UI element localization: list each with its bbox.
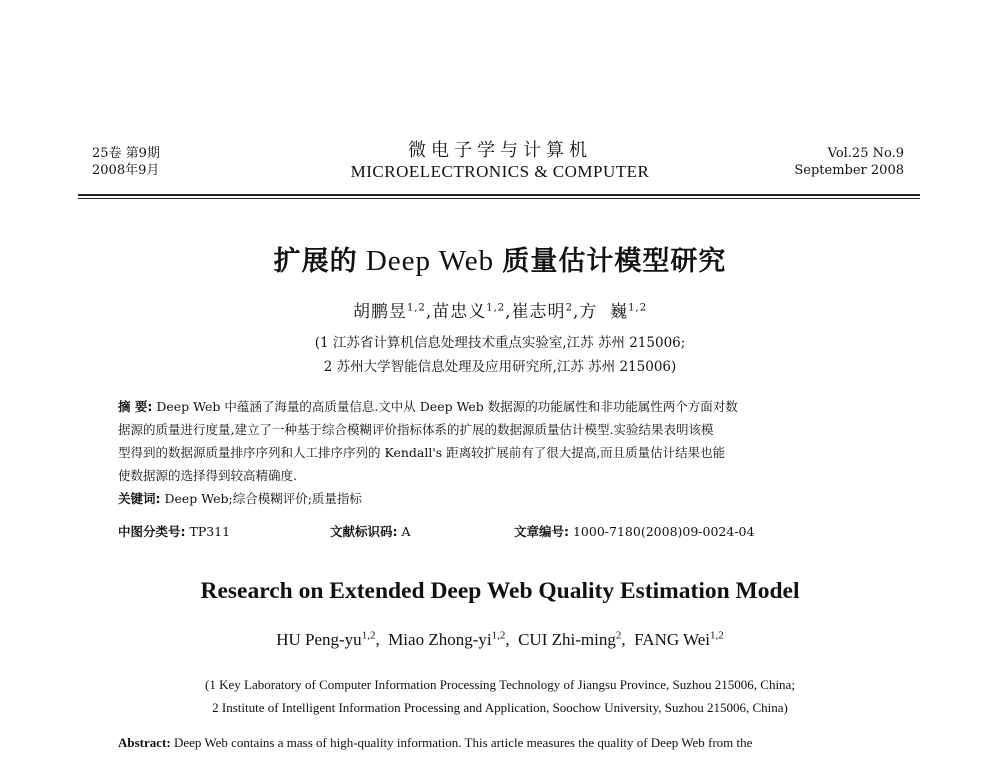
affiliation-cn-1: (1 江苏省计算机信息处理技术重点实验室,江苏 苏州 215006; (314, 335, 686, 351)
author-en: HU Peng-yu (276, 630, 362, 649)
abstract-cn-label: 摘 要: (118, 399, 153, 414)
clc-label: 中图分类号: (118, 524, 186, 539)
author-en: CUI Zhi-ming (518, 630, 616, 649)
author-cn: 崔志明 (511, 302, 566, 322)
doc-value: A (401, 524, 411, 539)
paper-title-en: Research on Extended Deep Web Quality Estimation Model (200, 578, 800, 604)
volume-issue-cn: 25卷 第9期 (92, 146, 160, 161)
journal-name-en: MICROELECTRONICS & COMPUTER (350, 162, 650, 181)
paper-title-cn (0, 239, 1000, 278)
abstract-cn-line: 使数据源的选择得到较高精确度. (118, 468, 297, 483)
author-cn-sup: 1,2 (486, 302, 506, 314)
journal-volume-en (794, 145, 904, 179)
header-rule-thick (78, 194, 920, 196)
abstract-en (118, 735, 898, 751)
author-cn: 方 巍 (579, 302, 629, 322)
volume-issue-en: Vol.25 No.9 (827, 146, 904, 161)
affiliation-en-1: (1 Key Laboratory of Computer Information Processing Technology of Jiangsu Province, Suzhou 215006, China; (205, 677, 795, 692)
abstract-en-text: Deep Web contains a mass of high-quality information. This article measures the quality of Deep Web from the (173, 735, 753, 750)
author-en: FANG Wei (634, 630, 711, 649)
abstract-en-label: Abstract: (118, 735, 171, 750)
date-en: September 2008 (794, 163, 904, 178)
abstract-cn (118, 395, 888, 510)
author-en-sup: 1,2 (710, 629, 724, 642)
abstract-cn-line: 型得到的数据源质量排序序列和人工排序序列的 Kendall's 距离较扩展前有了很大提高,而且质量估计结果也能 (118, 445, 726, 460)
journal-name-cn: 微电子学与计算机 (408, 140, 592, 161)
title-cn-part1: 扩展的 (273, 246, 358, 277)
affiliation-en-2: 2 Institute of Intelligent Information Processing and Application, Soochow University, Suzhou 215006, China) (212, 700, 788, 715)
clc-value: TP311 (189, 524, 231, 539)
author-en-sup: 1,2 (491, 629, 506, 642)
doc-label: 文献标识码: (330, 524, 398, 539)
article-value: 1000-7180(2008)09-0024-04 (572, 524, 755, 539)
author-cn-sup: 2 (565, 302, 573, 314)
abstract-cn-line: Deep Web 中蕴涵了海量的高质量信息.文中从 Deep Web 数据源的功能属性和非功能属性两个方面对数 (156, 399, 738, 414)
keywords-cn-value: Deep Web;综合模糊评价;质量指标 (164, 491, 362, 506)
author-cn-sup: 1,2 (628, 302, 648, 314)
keywords-cn-label: 关键词: (118, 491, 161, 506)
abstract-cn-line: 据源的质量进行度量,建立了一种基于综合模糊评价指标体系的扩展的数据源质量估计模型.实验结果表明该模 (118, 422, 714, 437)
author-en: Miao Zhong-yi (388, 630, 492, 649)
author-cn: 苗忠义 (432, 302, 487, 322)
doc-code (330, 522, 411, 540)
article-number (514, 522, 754, 540)
title-cn-part3: 质量估计模型研究 (502, 246, 727, 277)
affiliation-cn-2: 2 苏州大学智能信息处理及应用研究所,江苏 苏州 215006) (323, 359, 677, 375)
authors-cn: 胡鹏昱$^{1,2}$,苗忠义$^{1,2}$,崔志明$^2$,方 巍$^{1,2}$ (352, 302, 648, 322)
author-en-sup: 1,2 (361, 629, 376, 642)
header-rule-thin (78, 198, 920, 199)
clc-number (118, 522, 230, 540)
date-cn: 2008年9月 (92, 163, 160, 178)
article-label: 文章编号: (514, 524, 569, 539)
title-cn-part2: Deep Web (357, 245, 503, 277)
author-cn: 胡鹏昱 (352, 302, 407, 322)
authors-en: HU Peng-yu$^{1,2}$, Miao Zhong-yi$^{1,2}$, CUI Zhi-ming$^2$, FANG Wei$^{1,2}$ (276, 629, 724, 649)
author-cn-sup: 1,2 (406, 302, 426, 314)
author-en-sup: 2 (615, 629, 622, 642)
